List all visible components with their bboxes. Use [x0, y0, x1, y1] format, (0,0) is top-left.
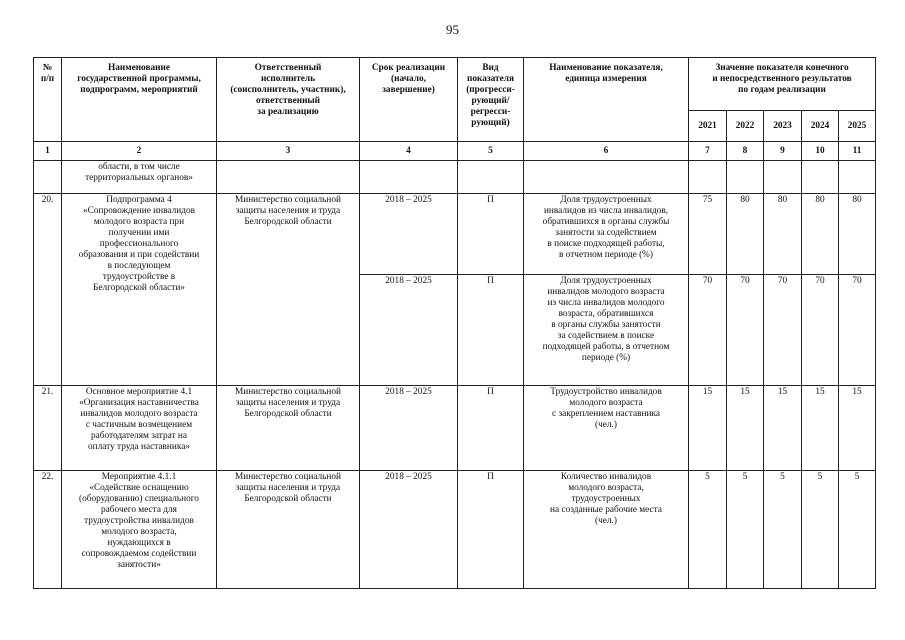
- row-indicator-cell: [524, 161, 689, 194]
- row-term-cell: 2018 – 2025: [360, 386, 458, 471]
- table-row-22: [34, 471, 876, 589]
- row-value-2021: 5: [689, 471, 727, 589]
- row-name-cell: Основное мероприятие 4.1 «Организация наставничества инвалидов молодого возраста с частичным возмещением работодателям затрат на оплату труда наставника»: [62, 386, 217, 471]
- row-value-cell: [802, 161, 839, 194]
- column-number: 6: [524, 142, 689, 161]
- row-responsible-cell: Министерство социальной защиты населения и труда Белгородской области: [217, 386, 360, 471]
- program-indicators-table: [33, 57, 876, 589]
- table-row-21: [34, 386, 876, 471]
- header-num: № п/п: [34, 58, 62, 142]
- header-indicator-name: Наименование показателя, единица измерения: [524, 58, 689, 142]
- row-term-cell: 2018 – 2025: [360, 194, 458, 275]
- row-value-cell: [689, 161, 727, 194]
- row-value-2021: 15: [689, 386, 727, 471]
- column-numbers-row: [34, 142, 876, 161]
- table-row-continuation: [34, 161, 876, 194]
- row-value-2023: 5: [764, 471, 802, 589]
- row-term-cell: 2018 – 2025: [360, 471, 458, 589]
- header-values: Значение показателя конечного и непосредственного результатов по годам реализации: [689, 58, 876, 111]
- column-number: 7: [689, 142, 727, 161]
- column-number: 4: [360, 142, 458, 161]
- table-row-20-a: [34, 194, 876, 275]
- column-number: 3: [217, 142, 360, 161]
- row-value-2024: 70: [802, 275, 839, 386]
- row-value-2024: 5: [802, 471, 839, 589]
- header-year-2024: 2024: [802, 111, 839, 142]
- row-name-cell: области, в том числе территориальных органов»: [62, 161, 217, 194]
- row-value-2025: 80: [839, 194, 876, 275]
- row-type-cell: П: [458, 194, 524, 275]
- row-value-2022: 70: [727, 275, 764, 386]
- column-number: 9: [764, 142, 802, 161]
- row-value-2021: 70: [689, 275, 727, 386]
- column-number: 8: [727, 142, 764, 161]
- header-year-2023: 2023: [764, 111, 802, 142]
- row-value-2024: 80: [802, 194, 839, 275]
- row-value-cell: [727, 161, 764, 194]
- column-number: 2: [62, 142, 217, 161]
- header-row: [34, 58, 876, 111]
- row-value-2023: 80: [764, 194, 802, 275]
- row-term-cell: 2018 – 2025: [360, 275, 458, 386]
- row-name-cell: Мероприятие 4.1.1 «Содействие оснащению (оборудованию) специального рабочего места для трудоустройства инвалидов молодого возраста, нуждающихся в сопровождаемом содействии занятости»: [62, 471, 217, 589]
- row-responsible-cell: [217, 161, 360, 194]
- row-value-2023: 15: [764, 386, 802, 471]
- row-type-cell: П: [458, 386, 524, 471]
- row-num-cell: [34, 161, 62, 194]
- row-value-2025: 5: [839, 471, 876, 589]
- column-number: 1: [34, 142, 62, 161]
- row-value-cell: [839, 161, 876, 194]
- row-responsible-cell: Министерство социальной защиты населения и труда Белгородской области: [217, 194, 360, 386]
- row-value-cell: [764, 161, 802, 194]
- row-indicator-cell: Количество инвалидов молодого возраста, трудоустроенных на созданные рабочие места (чел.): [524, 471, 689, 589]
- header-indicator-type: Вид показателя (прогресси- рующий/ регресси- рующий): [458, 58, 524, 142]
- row-value-2022: 15: [727, 386, 764, 471]
- row-name-cell: Подпрограмма 4 «Сопровождение инвалидов молодого возраста при получении ими профессионального образования и при содействии в последующем трудоустройстве в Белгородской области»: [62, 194, 217, 386]
- header-responsible: Ответственный исполнитель (соисполнитель, участник), ответственный за реализацию: [217, 58, 360, 142]
- row-value-2023: 70: [764, 275, 802, 386]
- row-value-2022: 80: [727, 194, 764, 275]
- header-term: Срок реализации (начало, завершение): [360, 58, 458, 142]
- column-number: 11: [839, 142, 876, 161]
- row-value-2024: 15: [802, 386, 839, 471]
- row-value-2025: 15: [839, 386, 876, 471]
- header-year-2022: 2022: [727, 111, 764, 142]
- page-number: 95: [446, 22, 459, 37]
- row-type-cell: [458, 161, 524, 194]
- row-type-cell: П: [458, 471, 524, 589]
- row-type-cell: П: [458, 275, 524, 386]
- column-number: 5: [458, 142, 524, 161]
- row-num-cell: 21.: [34, 386, 62, 471]
- row-responsible-cell: Министерство социальной защиты населения и труда Белгородской области: [217, 471, 360, 589]
- row-indicator-cell: Доля трудоустроенных инвалидов молодого возраста из числа инвалидов молодого возраста, обратившихся в органы службы занятости за содействием в поиске подходящей работы, в отчетном периоде (%): [524, 275, 689, 386]
- row-value-2025: 70: [839, 275, 876, 386]
- row-term-cell: [360, 161, 458, 194]
- row-num-cell: 20.: [34, 194, 62, 386]
- header-name: Наименование государственной программы, подпрограмм, мероприятий: [62, 58, 217, 142]
- row-indicator-cell: Трудоустройство инвалидов молодого возраста с закреплением наставника (чел.): [524, 386, 689, 471]
- row-value-2021: 75: [689, 194, 727, 275]
- row-indicator-cell: Доля трудоустроенных инвалидов из числа инвалидов, обратившихся в органы службы занятости за содействием в поиске подходящей работы, в отчетном периоде (%): [524, 194, 689, 275]
- column-number: 10: [802, 142, 839, 161]
- row-value-2022: 5: [727, 471, 764, 589]
- header-year-2025: 2025: [839, 111, 876, 142]
- row-num-cell: 22.: [34, 471, 62, 589]
- header-year-2021: 2021: [689, 111, 727, 142]
